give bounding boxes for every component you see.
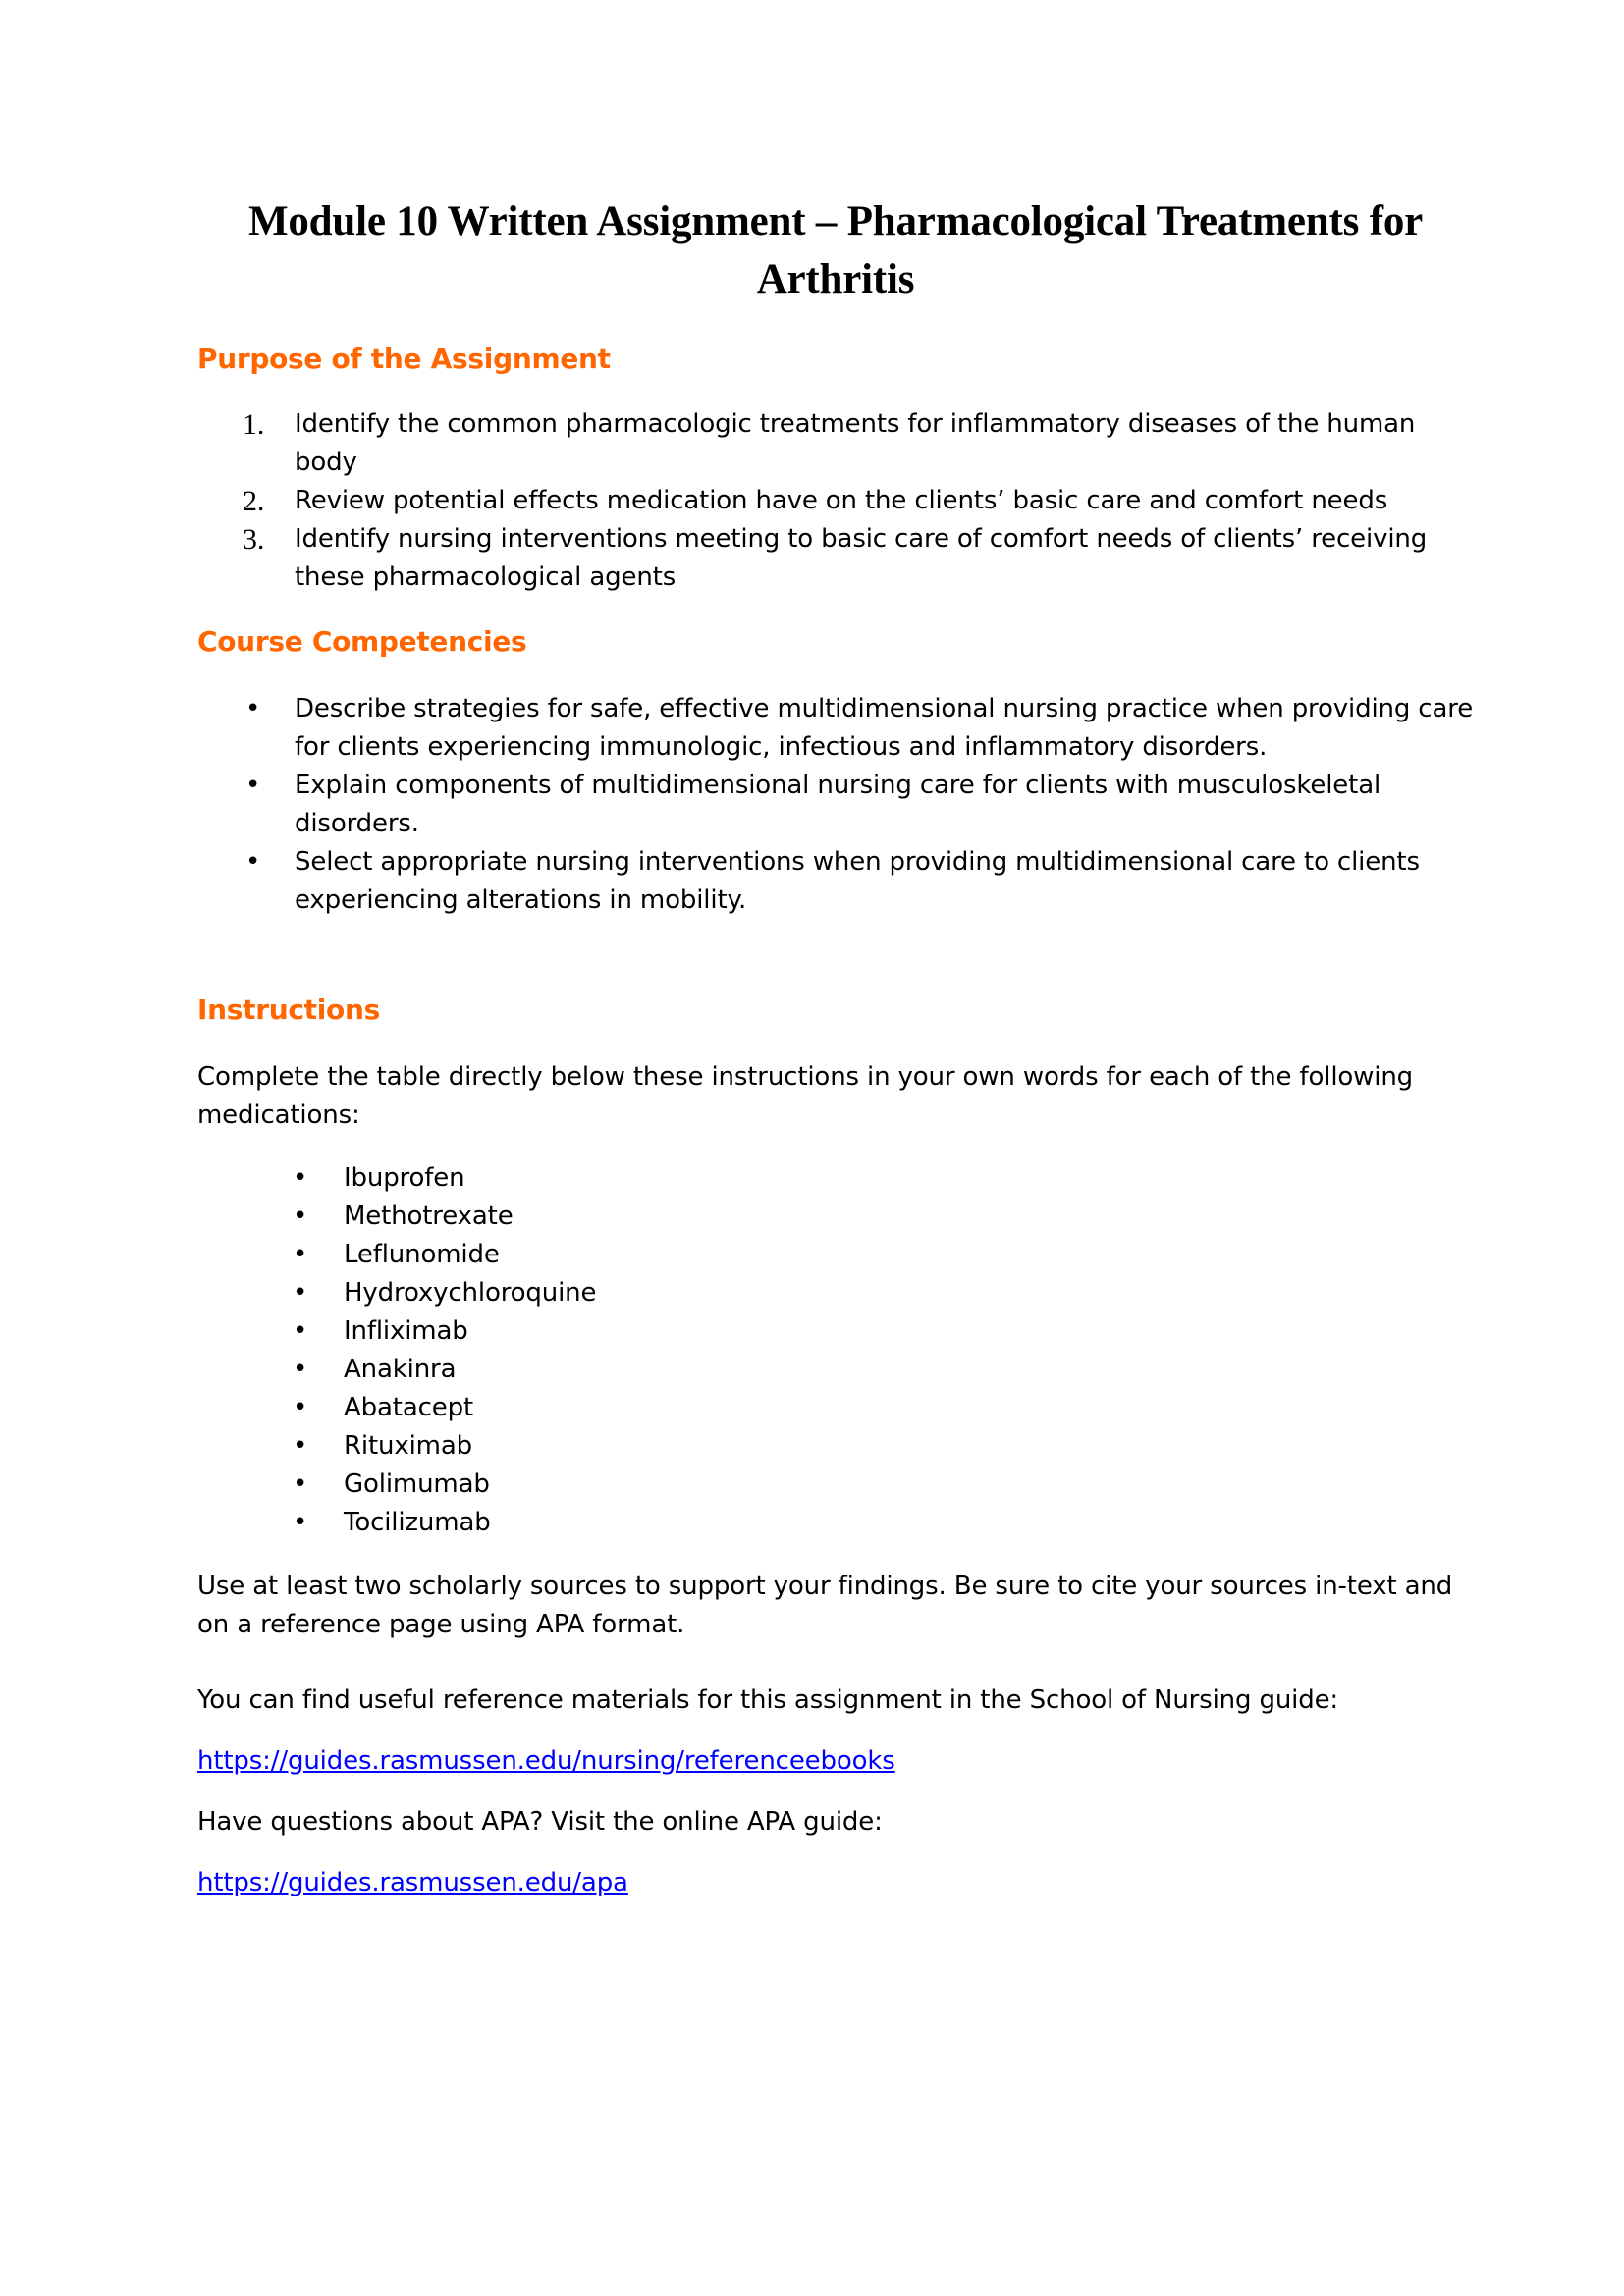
- instructions-heading: Instructions: [197, 993, 380, 1026]
- bullet-icon: •: [293, 1355, 308, 1384]
- purpose-item-text: Identify nursing interventions meeting to basic care of comfort needs of clients’ receiving these pharmacological agents: [295, 524, 1428, 592]
- purpose-item-text: Identify the common pharmacologic treatments for inflammatory diseases of the human body: [295, 409, 1416, 477]
- bullet-icon: •: [293, 1431, 308, 1461]
- bullet-icon: •: [245, 847, 261, 877]
- medication-item: [197, 1274, 1484, 1312]
- reference-ebooks-link[interactable]: https://guides.rasmussen.edu/nursing/referenceebooks: [197, 1746, 895, 1776]
- list-number: 2.: [243, 485, 265, 517]
- competency-item-text: Explain components of multidimensional nursing care for clients with musculoskeletal disorders.: [295, 771, 1381, 838]
- list-number: 3.: [243, 523, 265, 556]
- medication-list: [197, 1159, 1484, 1542]
- apa-guide-link[interactable]: https://guides.rasmussen.edu/apa: [197, 1868, 628, 1897]
- medication-item: [197, 1504, 1484, 1542]
- bullet-icon: •: [293, 1316, 308, 1346]
- medication-name: Methotrexate: [344, 1201, 514, 1231]
- medication-name: Abatacept: [344, 1393, 473, 1422]
- medication-item: [197, 1236, 1484, 1274]
- medication-item: [197, 1351, 1484, 1389]
- bullet-icon: •: [293, 1393, 308, 1422]
- document-title: Module 10 Written Assignment – Pharmacological Treatments for Arthritis: [247, 198, 1424, 302]
- competency-item: [197, 690, 1484, 767]
- competency-item: [197, 767, 1484, 843]
- competencies-heading: Course Competencies: [197, 625, 527, 658]
- purpose-list: [197, 405, 1484, 597]
- medication-name: Anakinra: [344, 1355, 457, 1384]
- bullet-icon: •: [245, 771, 261, 800]
- medication-name: Tocilizumab: [344, 1508, 491, 1537]
- bullet-icon: •: [293, 1163, 308, 1193]
- purpose-item-text: Review potential effects medication have on the clients’ basic care and comfort needs: [295, 486, 1388, 515]
- bullet-icon: •: [293, 1469, 308, 1499]
- medication-name: Hydroxychloroquine: [344, 1278, 597, 1308]
- reference-materials-text: You can find useful reference materials for this assignment in the School of Nursing guide:: [197, 1685, 1339, 1715]
- bullet-icon: •: [293, 1508, 308, 1537]
- bullet-icon: •: [293, 1201, 308, 1231]
- sources-requirement: Use at least two scholarly sources to support your findings. Be sure to cite your sources in-text and on a reference page using APA format.: [197, 1572, 1453, 1639]
- competency-item: [197, 843, 1484, 920]
- list-number: 1.: [243, 408, 265, 441]
- reference-link-line: [197, 1742, 1484, 1781]
- bullet-icon: •: [245, 694, 261, 723]
- competency-item-text: Describe strategies for safe, effective multidimensional nursing practice when providing care for clients experiencing immunologic, infectious and inflammatory disorders.: [295, 694, 1474, 762]
- medication-item: [197, 1198, 1484, 1236]
- medication-name: Ibuprofen: [344, 1163, 465, 1193]
- medication-name: Golimumab: [344, 1469, 490, 1499]
- medication-name: Rituximab: [344, 1431, 472, 1461]
- purpose-heading: Purpose of the Assignment: [197, 343, 611, 375]
- medication-item: [197, 1466, 1484, 1504]
- medication-item: [197, 1159, 1484, 1198]
- competency-item-text: Select appropriate nursing interventions when providing multidimensional care to clients experiencing alterations in mobility.: [295, 847, 1420, 915]
- medication-item: [197, 1312, 1484, 1351]
- apa-link-line: [197, 1864, 1484, 1902]
- purpose-item: [197, 405, 1484, 482]
- bullet-icon: •: [293, 1240, 308, 1269]
- medication-name: Leflunomide: [344, 1240, 500, 1269]
- medication-name: Infliximab: [344, 1316, 468, 1346]
- apa-question-text: Have questions about APA? Visit the online APA guide:: [197, 1807, 883, 1837]
- purpose-item: [197, 482, 1484, 520]
- bullet-icon: •: [293, 1278, 308, 1308]
- competencies-list: [197, 690, 1484, 920]
- medication-item: [197, 1427, 1484, 1466]
- medication-item: [197, 1389, 1484, 1427]
- purpose-item: [197, 520, 1484, 597]
- instructions-intro: Complete the table directly below these instructions in your own words for each of the following medications:: [197, 1062, 1414, 1130]
